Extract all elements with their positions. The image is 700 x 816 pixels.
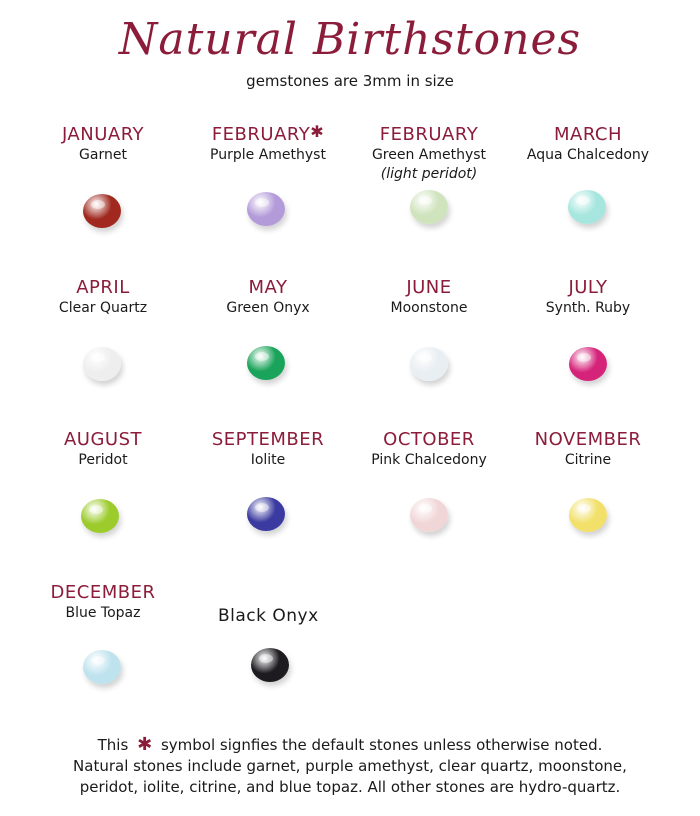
stone-name: Pink Chalcedony xyxy=(371,452,487,468)
footer-line-2: Natural stones include garnet, purple amethyst, clear quartz, moonstone, xyxy=(73,757,627,775)
month-label: AUGUST xyxy=(63,429,143,450)
page-subtitle: gemstones are 3mm in size xyxy=(246,72,454,90)
footer-line-3: peridot, iolite, citrine, and blue topaz. All other stones are hydro-quartz. xyxy=(79,778,621,796)
month-text: FEBRUARY xyxy=(211,124,311,145)
default-star-icon: ✱ xyxy=(310,122,325,141)
month-label: MAY xyxy=(248,277,288,298)
footer-suffix: symbol signfies the default stones unless otherwise noted. xyxy=(160,736,603,754)
peridot-gem-icon xyxy=(81,499,119,533)
month-label: JUNE xyxy=(406,277,452,298)
stone-name: Citrine xyxy=(564,452,612,468)
stone-name: Blue Topaz xyxy=(65,605,141,621)
synth-ruby-gem-icon xyxy=(569,347,607,381)
birthstone-january xyxy=(18,124,188,165)
stone-name: Iolite xyxy=(250,452,286,468)
birthstone-april xyxy=(18,277,188,318)
birthstone-february-green-amethyst xyxy=(344,124,514,184)
stone-name: Green Onyx xyxy=(226,300,310,316)
month-label: OCTOBER xyxy=(383,429,475,450)
month-label: SEPTEMBER xyxy=(211,429,325,450)
stone-name: Garnet xyxy=(79,147,127,163)
month-label: NOVEMBER xyxy=(534,429,642,450)
birthstone-march xyxy=(503,124,673,165)
stone-name: Moonstone xyxy=(390,300,468,316)
purple-amethyst-gem-icon xyxy=(247,192,285,226)
pink-chalcedony-gem-icon xyxy=(410,498,448,532)
month-label: JULY xyxy=(568,277,608,298)
month-label: JANUARY xyxy=(61,124,145,145)
page-title: Natural Birthstones xyxy=(118,14,582,65)
birthstone-february-amethyst xyxy=(183,124,353,165)
green-onyx-gem-icon xyxy=(247,346,285,380)
month-label: APRIL xyxy=(76,277,130,298)
aqua-chalcedony-gem-icon xyxy=(568,190,606,224)
stone-name: Aqua Chalcedony xyxy=(526,147,650,163)
month-label xyxy=(183,124,353,146)
stone-note: (light peridot) xyxy=(380,166,478,182)
moonstone-gem-icon xyxy=(410,347,448,381)
birthstone-october xyxy=(344,429,514,470)
iolite-gem-icon xyxy=(247,497,285,531)
birthstone-august xyxy=(18,429,188,470)
birthstone-december xyxy=(18,582,188,623)
birthstone-may xyxy=(183,277,353,318)
stone-name: Peridot xyxy=(78,452,128,468)
blue-topaz-gem-icon xyxy=(83,650,121,684)
default-star-icon: ✱ xyxy=(137,734,153,755)
black-onyx-gem-icon xyxy=(251,648,289,682)
month-label: DECEMBER xyxy=(50,582,156,603)
clear-quartz-gem-icon xyxy=(83,347,121,381)
citrine-gem-icon xyxy=(569,498,607,532)
stone-name: Green Amethyst xyxy=(371,147,487,163)
birthstone-june xyxy=(344,277,514,318)
birthstone-september xyxy=(183,429,353,470)
footer-prefix: This xyxy=(97,736,129,754)
month-label: MARCH xyxy=(553,124,623,145)
garnet-gem-icon xyxy=(83,194,121,228)
black-onyx-label: Black Onyx xyxy=(218,606,319,626)
birthstone-november xyxy=(503,429,673,470)
green-amethyst-gem-icon xyxy=(410,190,448,224)
birthstone-july xyxy=(503,277,673,318)
footer-line-1 xyxy=(20,734,680,756)
month-label: FEBRUARY xyxy=(379,124,479,145)
stone-name: Clear Quartz xyxy=(58,300,148,316)
stone-name: Synth. Ruby xyxy=(545,300,631,316)
footer-note xyxy=(20,734,680,798)
stone-name: Purple Amethyst xyxy=(210,147,326,163)
